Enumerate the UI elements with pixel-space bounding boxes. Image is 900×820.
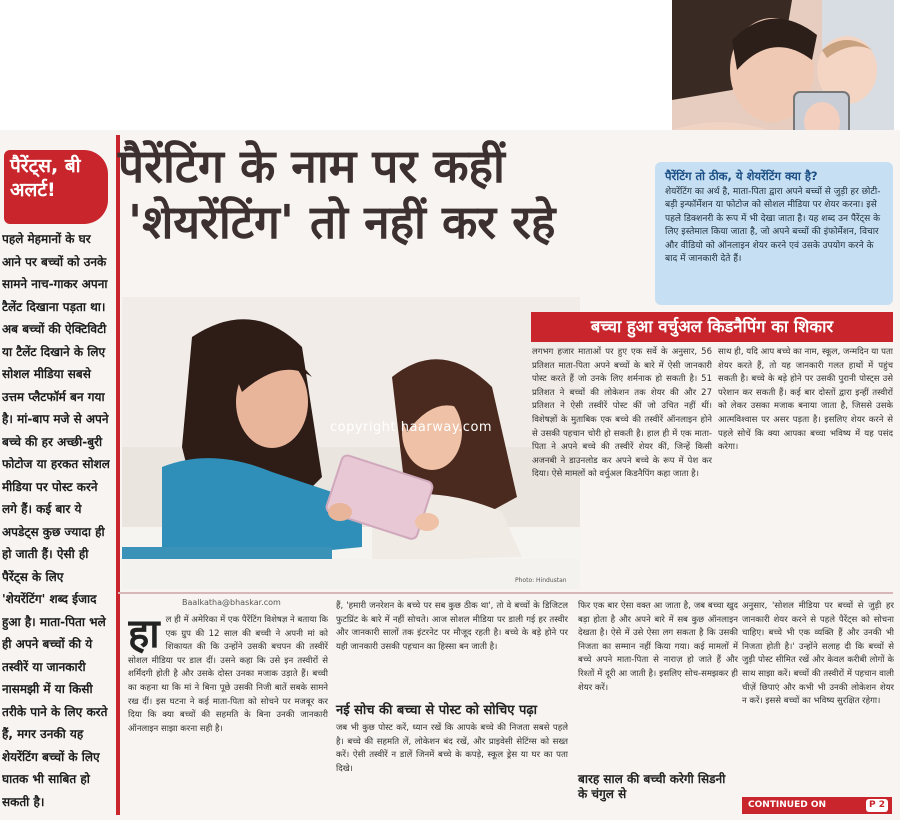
article-column-3: फिर एक बार ऐसा वक्त आ जाता है, जब बच्चा खुद बड़ा होता है और अपने बारे में सब कुछ ऑनलाइन देखता है। ऐसे में उसे ऐसा लग सकता है कि उसकी निजता का सम्मान नहीं किया गया। कई मामलों में बच्चे अपने माता-पिता से नाराज़ हो जाते हैं और रिश्तों में दूरी आ जाती है। इसलिए सोच-समझकर ही शेयर करें। bbox=[578, 601, 738, 693]
continued-page: P 2 bbox=[866, 799, 888, 812]
article-column-4: अनुसार, 'सोशल मीडिया पर बच्चों से जुड़ी हर जानकारी शेयर करने से पहले पैरेंट्स को सोचना चाहिए। बच्चे भी एक व्यक्ति हैं और उनकी भी निजता होती है।' उन्होंने सलाह दी कि बच्चों से जुड़ी पोस्ट सीमित रखें और केवल करीबी लोगों के साथ साझा करें। बच्चों की तस्वीरों में पहचान वाली चीज़ें छिपाएं और कभी भी उनकी लोकेशन शेयर न करें। इससे बच्चों का भविष्य सुरक्षित रहेगा। bbox=[742, 601, 894, 707]
article-intro bbox=[128, 614, 328, 814]
article-subhead-3: बारह साल की बच्ची करेगी सिडनी के चंगुल से bbox=[578, 772, 726, 801]
watermark-text: copyright haarway.com bbox=[330, 420, 493, 435]
section-subhead-band: बच्चा हुआ वर्चुअल किडनैपिंग का शिकार bbox=[531, 312, 893, 342]
text-column-b: साथ ही, यदि आप बच्चे का नाम, स्कूल, जन्मदिन या पता शेयर करते हैं, तो यह जानकारी गलत हाथों में पहुंच सकती है। बच्चे के बड़े होने पर उसकी पुरानी पोस्ट्स उसे परेशान कर सकती हैं। कई बार दोस्तों द्वारा इन्हीं तस्वीरों को लेकर उसका मजाक बनाया जाता है, जिससे उसके आत्मविश्वास पर असर पड़ता है। इसलिए शेयर करने से पहले सोचें कि क्या आपका बच्चा भविष्य में यह पसंद करेगा। bbox=[718, 347, 893, 453]
headline-line-1: पैरेंटिंग के नाम पर कहीं bbox=[118, 139, 505, 193]
article-column-2: हैं, 'हमारी जनरेशन के बच्चे पर सब कुछ ठीक था', तो वे बच्चों के डिजिटल फुटप्रिंट के बारे में नहीं सोचते। आज सोशल मीडिया पर डाली गई हर तस्वीर और जानकारी सालों तक इंटरनेट पर मौजूद रहती है। बच्चे के बड़े होने पर यही जानकारी उसकी पहचान का हिस्सा बन जाती है। bbox=[336, 601, 568, 652]
byline-email: Baalkatha@bhaskar.com bbox=[182, 598, 281, 607]
headline-line-2: 'शेयरेंटिंग' तो नहीं कर रहे bbox=[128, 195, 556, 249]
continued-on-banner bbox=[742, 797, 892, 814]
article-intro-text: ल ही में अमेरिका में एक पैरेंटिंग विशेषज्ञ ने बताया कि एक ग्रुप की 12 साल की बच्ची ने अपनी मां को शिकायत की कि उन्होंने उसकी बचपन की तस्वीरें सोशल मीडिया पर डाल दीं। उसने कहा कि उसे इन तस्वीरों से शर्मिंदगी होती है और उसके दोस्त उनका मजाक उड़ाते हैं। बच्ची का कहना था कि मां ने बिना पूछे उसकी निजी बातें सबके सामने रख दीं। इस घटना ने कई माता-पिता को सोचने पर मजबूर कर दिया कि क्या बच्चों की सहमति के बिना उनकी जानकारी ऑनलाइन साझा करना सही है। bbox=[128, 615, 328, 734]
text-column-a: लगभग हजार माताओं पर हुए एक सर्वे के अनुसार, 56 प्रतिशत माता-पिता अपने बच्चों के बारे में ऐसी जानकारी पोस्ट करते हैं जो उनके लिए शर्मनाक हो सकती है। 51 प्रतिशत ने बच्चों की लोकेशन तक शेयर की और 27 प्रतिशत ने ऐसी तस्वीरें पोस्ट कीं जो उचित नहीं थीं। विशेषज्ञों के मुताबिक एक बच्चे की तस्वीरें ऑनलाइन होने से उसकी पहचान चोरी हो सकती है। हाल ही में एक माता-पिता ने अपने बच्चे की तस्वीरें शेयर कीं, जिन्हें किसी अजनबी ने डाउनलोड कर अपने बच्चे के रूप में पेश कर दिया। ऐसे मामलों को वर्चुअल किडनैपिंग कहा जाता है। bbox=[532, 347, 712, 480]
main-photo-mother-daughter-tablet bbox=[122, 297, 580, 589]
sidebar-tag: पैरेंट्स, बी अलर्ट! bbox=[4, 150, 108, 224]
section-rule bbox=[118, 592, 893, 594]
dropcap: हा bbox=[128, 614, 160, 657]
headline bbox=[118, 138, 678, 250]
article-column-2b: जब भी कुछ पोस्ट करें, ध्यान रखें कि आपके बच्चे की निजता सबसे पहले है। बच्चे की सहमति लें, लोकेशन बंद रखें, और प्राइवेसी सेटिंग्स को सख्त करें। ऐसी तस्वीरें न डालें जिनमें बच्चे के कपड़े, स्कूल ड्रेस या घर का पता दिखे। bbox=[336, 723, 568, 774]
info-box-title: पैरेंटिंग तो ठीक, ये शेयरेंटिंग क्या है? bbox=[665, 169, 818, 183]
sidebar-body: पहले मेहमानों के घर आने पर बच्चों को उनके सामने नाच-गाकर अपना टैलेंट दिखाना पड़ता था। अब बच्चों की ऐक्टिविटी या टैलेंट दिखाने के लिए सोशल मीडिया सबसे उत्तम प्लैटफॉर्म बन गया है। मां-बाप मजे से अपने बच्चे की हर अच्छी-बुरी फोटोज या हरकत सोशल मीडिया पर पोस्ट करने लगे हैं। कई बार ये अपडेट्स कुछ ज्यादा ही हो जाती हैं। ऐसी ही पैरेंट्स के लिए 'शेयरेंटिंग' शब्द ईजाद हुआ है। माता-पिता भले ही अपने बच्चों की ये तस्वीरें या जानकारी नासमझी में या किसी तरीके पाने के लिए करते हैं, मगर उनकी यह शेयरेंटिंग बच्चों के लिए घातक भी साबित हो सकती है। bbox=[2, 232, 110, 809]
info-box bbox=[655, 162, 893, 305]
info-box-body: शेयरेंटिंग का अर्थ है, माता-पिता द्वारा अपने बच्चों से जुड़ी हर छोटी-बड़ी इन्फॉर्मेशन या फोटोज को सोशल मीडिया पर शेयर करना। इसे पहले डिक्शनरी के रूप में भी देखा जाता है। यह शब्द उन पैरेंट्स के लिए इस्तेमाल किया जाता है, जो अपने बच्चों की इंफोर्मेशन, विचार और वीडियो को ऑनलाइन शेयर करने एवं उसके उपयोग करने के बाद में जानकारी देते हैं। bbox=[665, 186, 881, 264]
article-subhead-2: नई सोच की बच्चा से पोस्ट को सोचिए पढ़ा bbox=[336, 703, 538, 718]
continued-label: CONTINUED ON bbox=[748, 800, 827, 810]
photo-credit: Photo: Hindustan bbox=[515, 577, 567, 584]
main-photo-illustration bbox=[122, 297, 580, 589]
